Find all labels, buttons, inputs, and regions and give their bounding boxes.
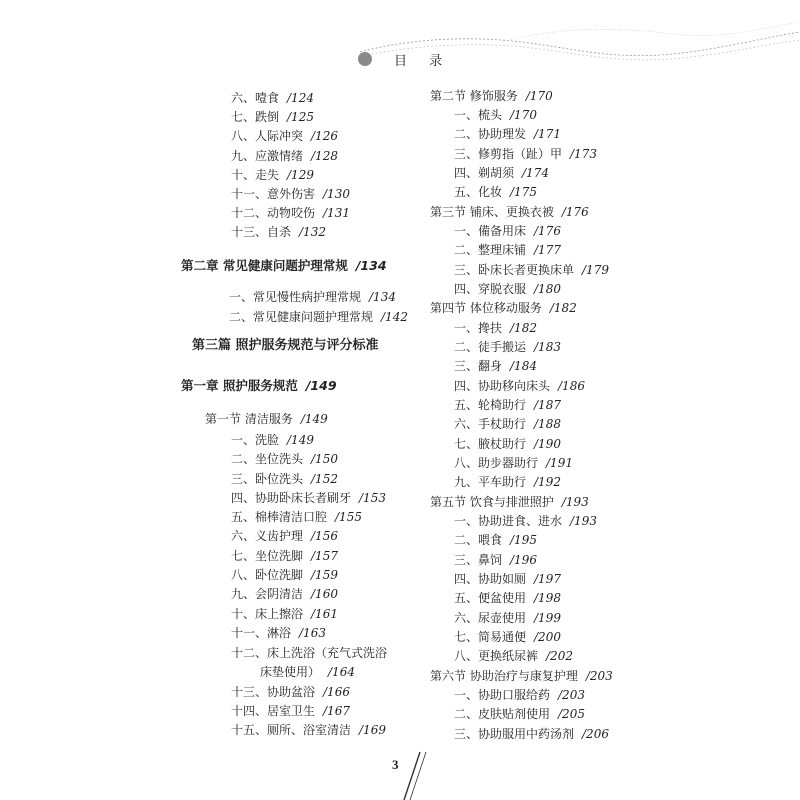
toc-entry-title: 十五、厕所、浴室清洁 — [231, 723, 352, 737]
toc-item-entry — [231, 167, 314, 183]
toc-item-entry — [231, 684, 350, 700]
toc-item-entry — [231, 90, 314, 106]
toc-entry-title: 第一节 清洁服务 — [205, 412, 293, 426]
toc-entry-title: 九、应激情绪 — [231, 149, 304, 163]
toc-item-entry — [231, 586, 338, 602]
toc-entry-page-number: /199 — [534, 611, 561, 625]
toc-item-entry — [231, 128, 338, 144]
toc-entry-page-number: /193 — [561, 495, 589, 509]
toc-item-entry — [454, 687, 585, 703]
toc-item-entry — [454, 262, 609, 278]
toc-entry-title: 一、備备用床 — [454, 224, 527, 238]
toc-entry-title: 第六节 协助治疗与康复护理 — [430, 669, 578, 683]
toc-entry-page-number: /142 — [381, 310, 408, 324]
toc-item-entry — [231, 703, 350, 719]
toc-entry-title: 八、助步器助行 — [454, 456, 539, 470]
toc-item-entry — [454, 339, 561, 355]
toc-entry-page-number: /155 — [335, 510, 362, 524]
toc-item-entry — [231, 148, 338, 164]
toc-entry-title: 一、协助进食、进水 — [454, 514, 563, 528]
toc-section-entry — [205, 411, 328, 427]
toc-entry-title: 五、化妆 — [454, 185, 503, 199]
toc-entry-page-number: /161 — [311, 607, 338, 621]
toc-entry-title: 第五节 饮食与排泄照护 — [430, 495, 554, 509]
toc-section-entry — [430, 494, 589, 510]
toc-entry-title: 第三篇 照护服务规范与评分标准 — [192, 338, 379, 353]
toc-entry-page-number: /166 — [323, 685, 350, 699]
toc-item-entry — [454, 436, 561, 452]
toc-entry-page-number: /182 — [510, 321, 537, 335]
toc-entry-page-number: /124 — [287, 91, 314, 105]
toc-item-entry — [454, 126, 561, 142]
toc-entry-page-number: /196 — [510, 553, 537, 567]
footer-slash-decoration — [398, 748, 438, 800]
toc-entry-title: 第三节 铺床、更换衣被 — [430, 205, 554, 219]
toc-entry-title: 第一章 照护服务规范 — [181, 378, 298, 393]
toc-entry-title: 七、简易通便 — [454, 630, 527, 644]
toc-entry-page-number: /195 — [510, 533, 537, 547]
toc-entry-title: 十三、协助盆浴 — [231, 685, 316, 699]
toc-chapter-entry — [181, 378, 337, 394]
toc-item-entry — [231, 509, 362, 525]
toc-entry-page-number: /169 — [359, 723, 386, 737]
toc-entry-page-number: /159 — [311, 568, 338, 582]
toc-entry-page-number: /188 — [534, 417, 561, 431]
toc-entry-page-number: /187 — [534, 398, 561, 412]
toc-entry-title: 一、搀扶 — [454, 321, 503, 335]
toc-entry-title: 六、义齿护理 — [231, 529, 304, 543]
toc-entry-title: 一、梳头 — [454, 108, 503, 122]
toc-entry-title: 七、跌倒 — [231, 110, 280, 124]
toc-entry-page-number: /125 — [287, 110, 314, 124]
toc-entry-page-number: /129 — [287, 168, 314, 182]
toc-entry-page-number: /163 — [299, 626, 326, 640]
toc-entry-page-number: /175 — [510, 185, 537, 199]
toc-item-entry — [454, 455, 573, 471]
toc-entry-title: 十二、动物咬伤 — [231, 206, 316, 220]
toc-item-entry — [454, 590, 561, 606]
toc-item-entry — [454, 320, 537, 336]
toc-entry-page-number: /126 — [311, 129, 338, 143]
toc-part-entry — [192, 338, 379, 354]
toc-item-entry — [231, 606, 338, 622]
toc-item-entry — [231, 186, 350, 202]
toc-entry-title: 二、徒手搬运 — [454, 340, 527, 354]
toc-entry-page-number: /149 — [300, 412, 328, 426]
toc-item-entry — [231, 528, 338, 544]
toc-entry-page-number: /176 — [561, 205, 589, 219]
toc-item-entry — [454, 165, 549, 181]
toc-entry-page-number: /205 — [558, 707, 585, 721]
page-number: 3 — [392, 757, 399, 772]
toc-entry-title: 二、常见健康问题护理常规 — [229, 310, 374, 324]
toc-item-entry — [229, 289, 396, 305]
toc-entry-title: 三、修剪指（趾）甲 — [454, 147, 563, 161]
toc-entry-page-number: /170 — [510, 108, 537, 122]
toc-entry-page-number: /131 — [323, 206, 350, 220]
toc-entry-page-number: /177 — [534, 243, 561, 257]
toc-entry-title: 四、穿脱衣服 — [454, 282, 527, 296]
toc-entry-page-number: /191 — [546, 456, 573, 470]
toc-entry-page-number: /186 — [558, 379, 585, 393]
toc-item-entry — [229, 309, 408, 325]
toc-entry-page-number: /170 — [525, 89, 553, 103]
toc-entry-title: 八、卧位洗脚 — [231, 568, 304, 582]
toc-item-entry — [454, 281, 561, 297]
toc-entry-title: 八、更换纸尿裤 — [454, 649, 539, 663]
toc-entry-page-number: /130 — [323, 187, 350, 201]
toc-item-entry — [231, 567, 338, 583]
toc-entry-title: 六、手杖助行 — [454, 417, 527, 431]
toc-entry-page-number: /132 — [299, 225, 326, 239]
toc-entry-page-number: /171 — [534, 127, 561, 141]
toc-item-entry — [454, 378, 585, 394]
toc-entry-title: 一、协助口服给药 — [454, 688, 551, 702]
toc-item-entry — [231, 490, 386, 506]
toc-entry-page-number: /190 — [534, 437, 561, 451]
toc-entry-title: 第二章 常见健康问题护理常规 — [181, 258, 348, 273]
toc-item-entry — [454, 571, 561, 587]
toc-entry-title: 二、坐位洗头 — [231, 452, 304, 466]
toc-item-entry — [454, 397, 561, 413]
toc-entry-title: 十、床上擦浴 — [231, 607, 304, 621]
page-title: 目 录 — [394, 54, 452, 69]
toc-entry-title: 九、会阴清洁 — [231, 587, 304, 601]
toc-entry-title: 床垫使用） — [260, 665, 321, 679]
toc-entry-page-number: /149 — [287, 433, 314, 447]
toc-entry-title: 七、腋杖助行 — [454, 437, 527, 451]
toc-item-entry — [231, 109, 314, 125]
toc-entry-title: 三、鼻饲 — [454, 553, 503, 567]
toc-entry-page-number: /183 — [534, 340, 561, 354]
toc-item-entry — [454, 474, 561, 490]
toc-item-entry — [454, 358, 537, 374]
toc-item-entry — [231, 432, 314, 448]
toc-entry-page-number: /134 — [355, 258, 387, 273]
toc-entry-title: 五、轮椅助行 — [454, 398, 527, 412]
toc-entry-page-number: /202 — [546, 649, 573, 663]
toc-entry-title: 四、协助移向床头 — [454, 379, 551, 393]
toc-entry-title: 二、整理床铺 — [454, 243, 527, 257]
toc-section-entry — [430, 88, 553, 104]
toc-entry-page-number: /200 — [534, 630, 561, 644]
toc-item-entry — [454, 629, 561, 645]
toc-item-entry — [231, 205, 350, 221]
toc-entry-title: 三、协助服用中药汤剂 — [454, 727, 575, 741]
toc-entry-title: 六、尿壶使用 — [454, 611, 527, 625]
toc-entry-title: 三、翻身 — [454, 359, 503, 373]
toc-section-entry — [430, 300, 577, 316]
toc-entry-page-number: /180 — [534, 282, 561, 296]
toc-entry-page-number: /184 — [510, 359, 537, 373]
toc-item-entry — [454, 107, 537, 123]
toc-entry-page-number: /160 — [311, 587, 338, 601]
toc-entry-title: 八、人际冲突 — [231, 129, 304, 143]
toc-entry-page-number: /182 — [549, 301, 577, 315]
toc-entry-title: 三、卧床长者更换床单 — [454, 263, 575, 277]
toc-entry-page-number: /197 — [534, 572, 561, 586]
toc-item-entry — [454, 726, 609, 742]
toc-section-entry — [430, 668, 613, 684]
toc-entry-title: 九、平车助行 — [454, 475, 527, 489]
toc-entry-page-number: /173 — [570, 147, 597, 161]
toc-item-entry — [454, 552, 537, 568]
toc-entry-title: 十三、自杀 — [231, 225, 292, 239]
toc-entry-page-number: /157 — [311, 549, 338, 563]
toc-entry-page-number: /179 — [582, 263, 609, 277]
toc-item-entry — [231, 451, 338, 467]
toc-entry-title: 五、棉棒清洁口腔 — [231, 510, 328, 524]
toc-item-entry — [454, 532, 537, 548]
toc-entry-page-number: /206 — [582, 727, 609, 741]
toc-entry-title: 二、喂食 — [454, 533, 503, 547]
toc-item-entry — [454, 416, 561, 432]
toc-item-entry — [454, 223, 561, 239]
toc-entry-page-number: /174 — [522, 166, 549, 180]
toc-entry-title: 一、洗脸 — [231, 433, 280, 447]
toc-entry-title: 十、走失 — [231, 168, 280, 182]
toc-item-entry — [454, 184, 537, 200]
toc-entry-page-number: /152 — [311, 472, 338, 486]
toc-entry-title: 四、协助如厕 — [454, 572, 527, 586]
toc-entry-page-number: /203 — [585, 669, 613, 683]
toc-item-entry — [231, 722, 386, 738]
toc-entry-page-number: /164 — [328, 665, 355, 679]
toc-entry-title: 六、噎食 — [231, 91, 280, 105]
toc-entry-page-number: /153 — [359, 491, 386, 505]
toc-entry-page-number: /128 — [311, 149, 338, 163]
toc-entry-page-number: /192 — [534, 475, 561, 489]
toc-entry-title: 十四、居室卫生 — [231, 704, 316, 718]
toc-item-entry — [454, 648, 573, 664]
toc-item-entry — [260, 664, 355, 680]
toc-entry-page-number: /203 — [558, 688, 585, 702]
toc-entry-page-number: /150 — [311, 452, 338, 466]
toc-entry-page-number: /156 — [311, 529, 338, 543]
toc-entry-page-number: /198 — [534, 591, 561, 605]
toc-entry-title: 七、坐位洗脚 — [231, 549, 304, 563]
toc-entry-page-number: /167 — [323, 704, 350, 718]
toc-item-entry — [231, 548, 338, 564]
toc-item-entry — [231, 625, 326, 641]
toc-entry-title: 一、常见慢性病护理常规 — [229, 290, 362, 304]
toc-entry-title: 十一、意外伤害 — [231, 187, 316, 201]
toc-entry-title: 第四节 体位移动服务 — [430, 301, 542, 315]
toc-item-entry — [454, 513, 597, 529]
toc-item-entry — [231, 471, 338, 487]
toc-entry-page-number: /176 — [534, 224, 561, 238]
toc-item-entry — [454, 242, 561, 258]
toc-entry-title: 十一、淋浴 — [231, 626, 292, 640]
toc-item-entry — [231, 224, 326, 240]
toc-entry-title: 四、剃胡须 — [454, 166, 515, 180]
toc-entry-page-number: /193 — [570, 514, 597, 528]
toc-entry-title: 五、便盆使用 — [454, 591, 527, 605]
toc-item-entry — [454, 146, 597, 162]
header-bullet-icon — [358, 52, 372, 66]
toc-item-entry — [454, 610, 561, 626]
toc-entry-title: 二、协助理发 — [454, 127, 527, 141]
toc-entry-title: 三、卧位洗头 — [231, 472, 304, 486]
toc-item-entry — [231, 645, 387, 661]
toc-chapter-entry — [181, 258, 387, 274]
toc-entry-page-number: /134 — [369, 290, 396, 304]
toc-item-entry — [454, 706, 585, 722]
toc-entry-title: 四、协助卧床长者刷牙 — [231, 491, 352, 505]
toc-entry-page-number: /149 — [305, 378, 337, 393]
toc-section-entry — [430, 204, 589, 220]
toc-entry-title: 第二节 修饰服务 — [430, 89, 518, 103]
toc-entry-title: 二、皮肤贴剂使用 — [454, 707, 551, 721]
toc-entry-title: 十二、床上洗浴（充气式洗浴 — [231, 646, 388, 660]
